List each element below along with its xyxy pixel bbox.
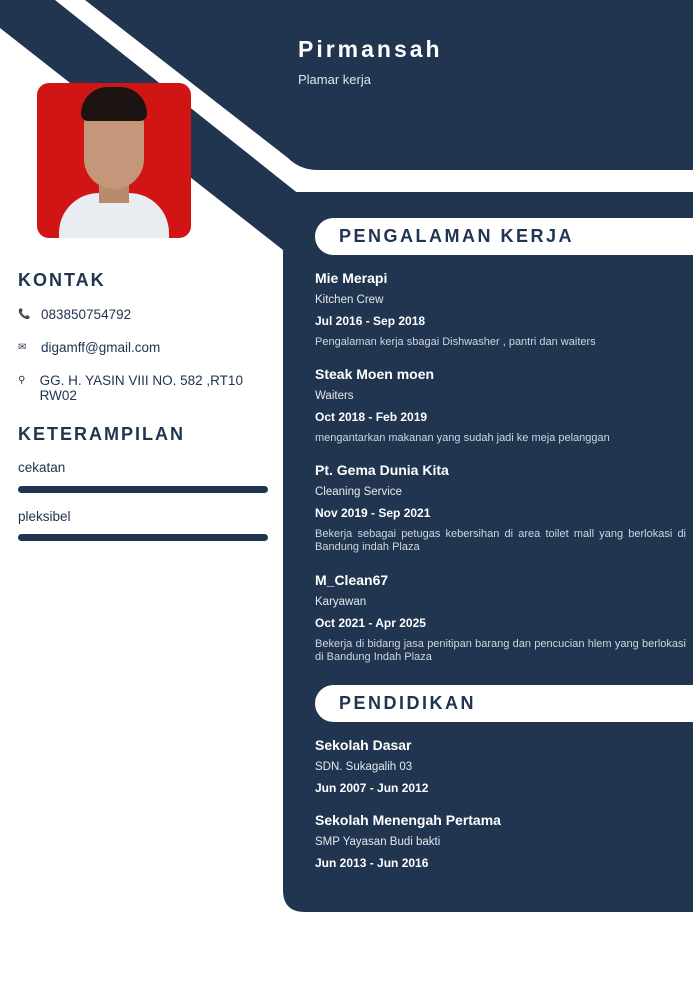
description: mengantarkan makanan yang sudah jadi ke meja pelanggan <box>315 432 610 444</box>
keterampilan-heading: KETERAMPILAN <box>18 424 185 444</box>
mail-icon: ✉ <box>18 342 27 353</box>
period: Jul 2016 - Sep 2018 <box>315 314 426 328</box>
description: Bekerja di bidang jasa penitipan barang dan pencucian hlem yang berlokasi di Bandung Indah Plaza <box>315 638 686 663</box>
level: Sekolah Menengah Pertama <box>315 812 501 828</box>
education-item <box>315 812 686 878</box>
school: SMP Yayasan Budi bakti <box>315 836 441 848</box>
experience-item <box>315 462 686 554</box>
company: M_Clean67 <box>315 572 389 588</box>
profile-photo <box>37 83 191 238</box>
experience-item <box>315 366 686 445</box>
education-heading: PENDIDIKAN <box>315 685 693 722</box>
level: Sekolah Dasar <box>315 737 412 753</box>
education-item <box>315 737 686 803</box>
kontak-heading: KONTAK <box>18 270 106 290</box>
period: Oct 2018 - Feb 2019 <box>315 410 428 424</box>
skill-label: pleksibel <box>18 509 71 524</box>
experience-heading: PENGALAMAN KERJA <box>315 218 693 255</box>
role: Waiters <box>315 390 354 402</box>
candidate-subtitle: Plamar kerja <box>298 72 371 87</box>
period: Oct 2021 - Apr 2025 <box>315 616 426 630</box>
role: Kitchen Crew <box>315 294 384 306</box>
role: Cleaning Service <box>315 486 402 498</box>
skill-label: cekatan <box>18 460 66 475</box>
period: Nov 2019 - Sep 2021 <box>315 506 431 520</box>
contact-address: ⚲ GG. H. YASIN VIII NO. 582 ,RT10 RW02 <box>18 373 243 403</box>
contact-phone: 📞 083850754792 <box>18 307 132 322</box>
contact-email: ✉ digamff@gmail.com <box>18 340 161 355</box>
period: Jun 2007 - Jun 2012 <box>315 781 429 795</box>
description: Bekerja sebagai petugas kebersihan di area toilet mall yang berlokasi di Bandung indah Plaza <box>315 528 686 553</box>
candidate-name: Pirmansah <box>298 36 443 62</box>
period: Jun 2013 - Jun 2016 <box>315 856 429 870</box>
school: SDN. Sukagalih 03 <box>315 761 413 773</box>
phone-icon: 📞 <box>18 309 31 320</box>
location-icon: ⚲ <box>18 375 26 386</box>
company: Mie Merapi <box>315 270 388 286</box>
skill-bar <box>18 486 268 493</box>
company: Pt. Gema Dunia Kita <box>315 462 449 478</box>
experience-item <box>315 572 686 664</box>
role: Karyawan <box>315 596 367 608</box>
experience-item <box>315 270 686 349</box>
description: Pengalaman kerja sbagai Dishwasher , pantri dan waiters <box>315 336 596 348</box>
skill-bar <box>18 534 268 541</box>
company: Steak Moen moen <box>315 366 435 382</box>
